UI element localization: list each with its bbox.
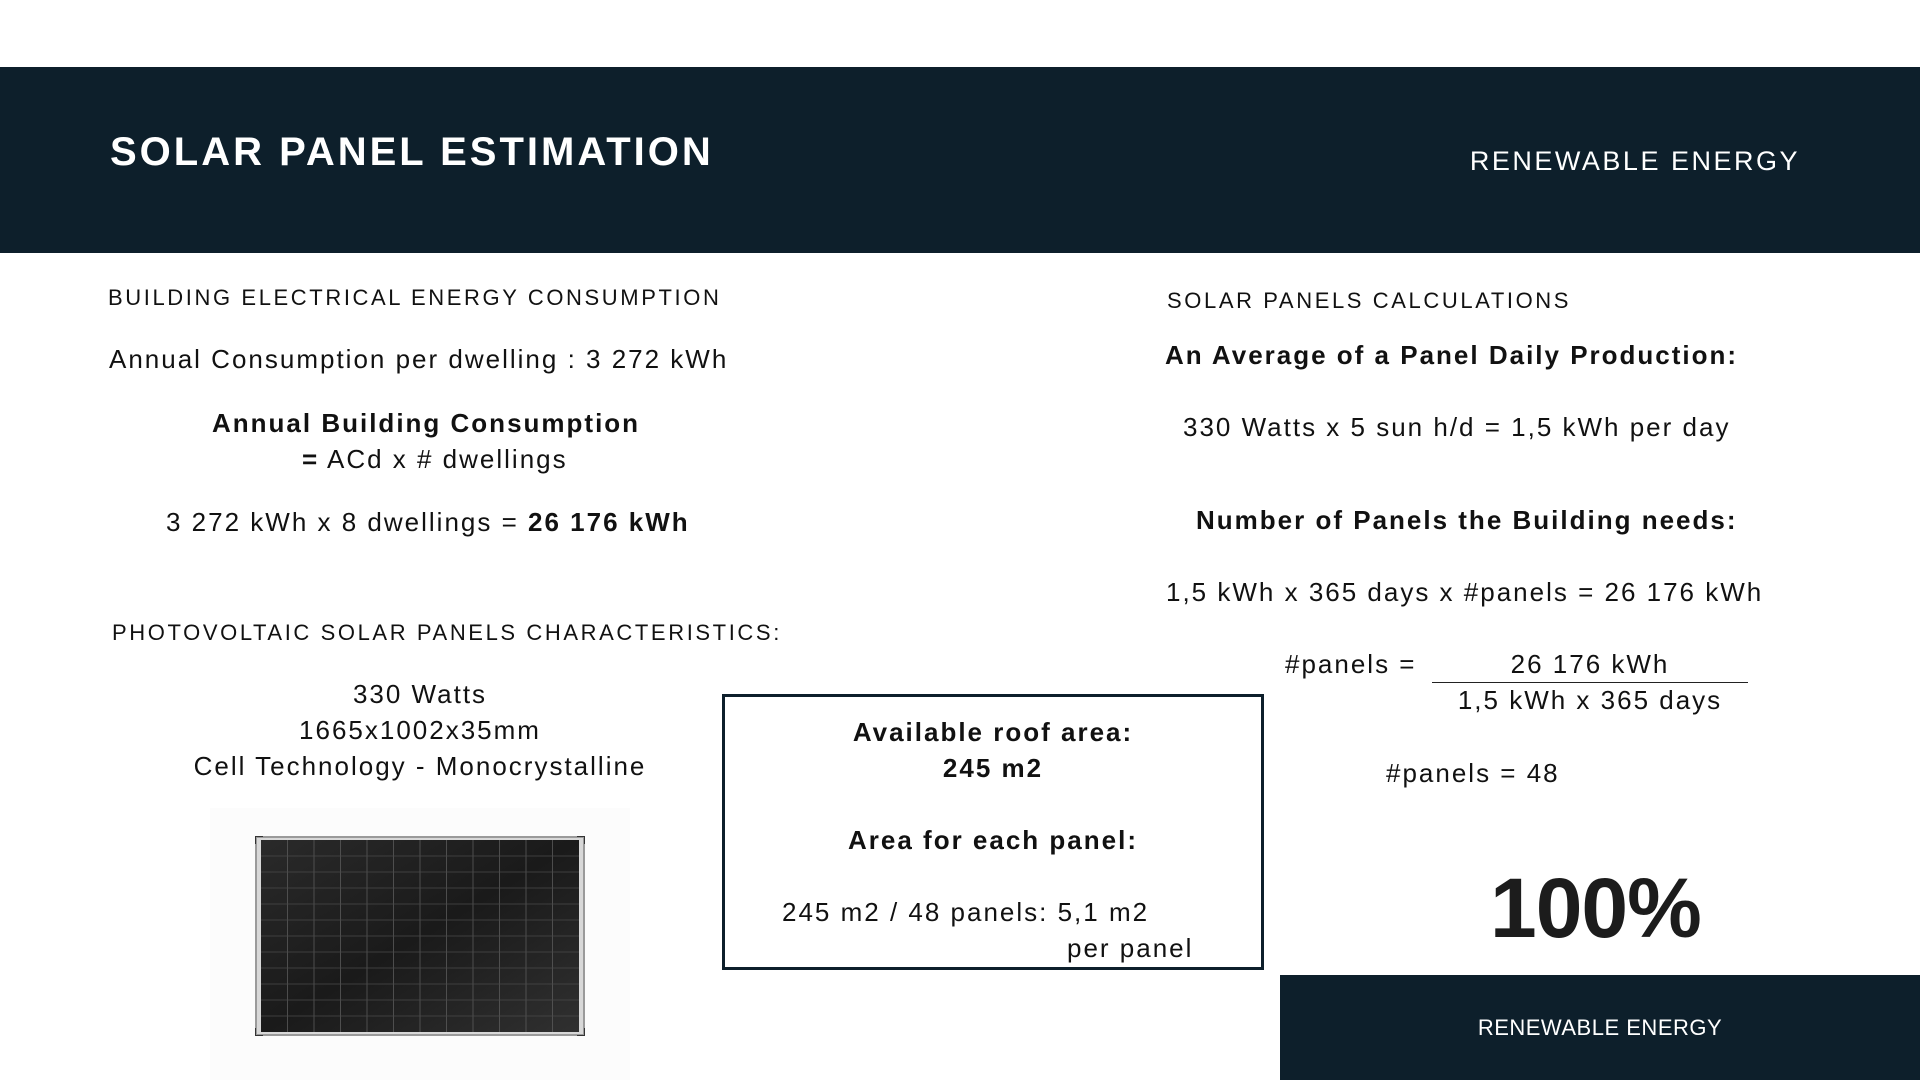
formula-rest: ACd x # dwellings [319, 444, 568, 474]
footer-label: RENEWABLE ENERGY [1477, 1015, 1723, 1040]
renewable-percent: 100% [1490, 861, 1701, 955]
calculations-heading: SOLAR PANELS CALCULATIONS [1167, 288, 1572, 313]
consumption-heading: BUILDING ELECTRICAL ENERGY CONSUMPTION [108, 285, 722, 310]
building-consumption-title: Annual Building Consumption [212, 408, 641, 438]
daily-production-title: An Average of a Panel Daily Production: [1165, 340, 1739, 370]
area-each-panel-calc: 245 m2 / 48 panels: 5,1 m2 [782, 897, 1150, 927]
area-each-panel-label: Area for each panel: [848, 825, 1138, 855]
panel-watts: 330 Watts [352, 679, 488, 709]
available-roof-value: 245 m2 [942, 753, 1044, 783]
panel-technology: Cell Technology - Monocrystalline [193, 751, 647, 781]
header-tag: RENEWABLE ENERGY [1469, 146, 1800, 176]
annual-per-dwelling: Annual Consumption per dwelling : 3 272 kWh [109, 344, 729, 374]
calc-prefix: 3 272 kWh x 8 dwellings = [166, 507, 528, 537]
available-roof-label: Available roof area: [852, 717, 1134, 747]
fraction-denominator: 1,5 kWh x 365 days [1457, 685, 1723, 715]
building-consumption-formula [302, 444, 568, 475]
daily-production-calc: 330 Watts x 5 sun h/d = 1,5 kWh per day [1183, 412, 1731, 442]
footer-bar [1280, 975, 1920, 1080]
panel-dimensions: 1665x1002x35mm [299, 715, 541, 745]
area-each-panel-unit: per panel [1067, 933, 1194, 963]
calc-result: 26 176 kWh [528, 507, 690, 537]
formula-equals: = [302, 444, 320, 474]
panels-needed-calc: 1,5 kWh x 365 days x #panels = 26 176 kWh [1166, 577, 1764, 607]
panels-needed-title: Number of Panels the Building needs: [1196, 505, 1738, 535]
panels-result: #panels = 48 [1386, 758, 1560, 788]
panels-equals-label: #panels = [1285, 649, 1417, 679]
fraction-numerator: 26 176 kWh [1510, 649, 1670, 679]
page-title: SOLAR PANEL ESTIMATION [110, 130, 714, 174]
solar-panel-image [255, 836, 585, 1036]
characteristics-heading: PHOTOVOLTAIC SOLAR PANELS CHARACTERISTICS: [112, 620, 782, 645]
fraction-line [1432, 682, 1748, 683]
building-consumption-calc [166, 507, 690, 538]
